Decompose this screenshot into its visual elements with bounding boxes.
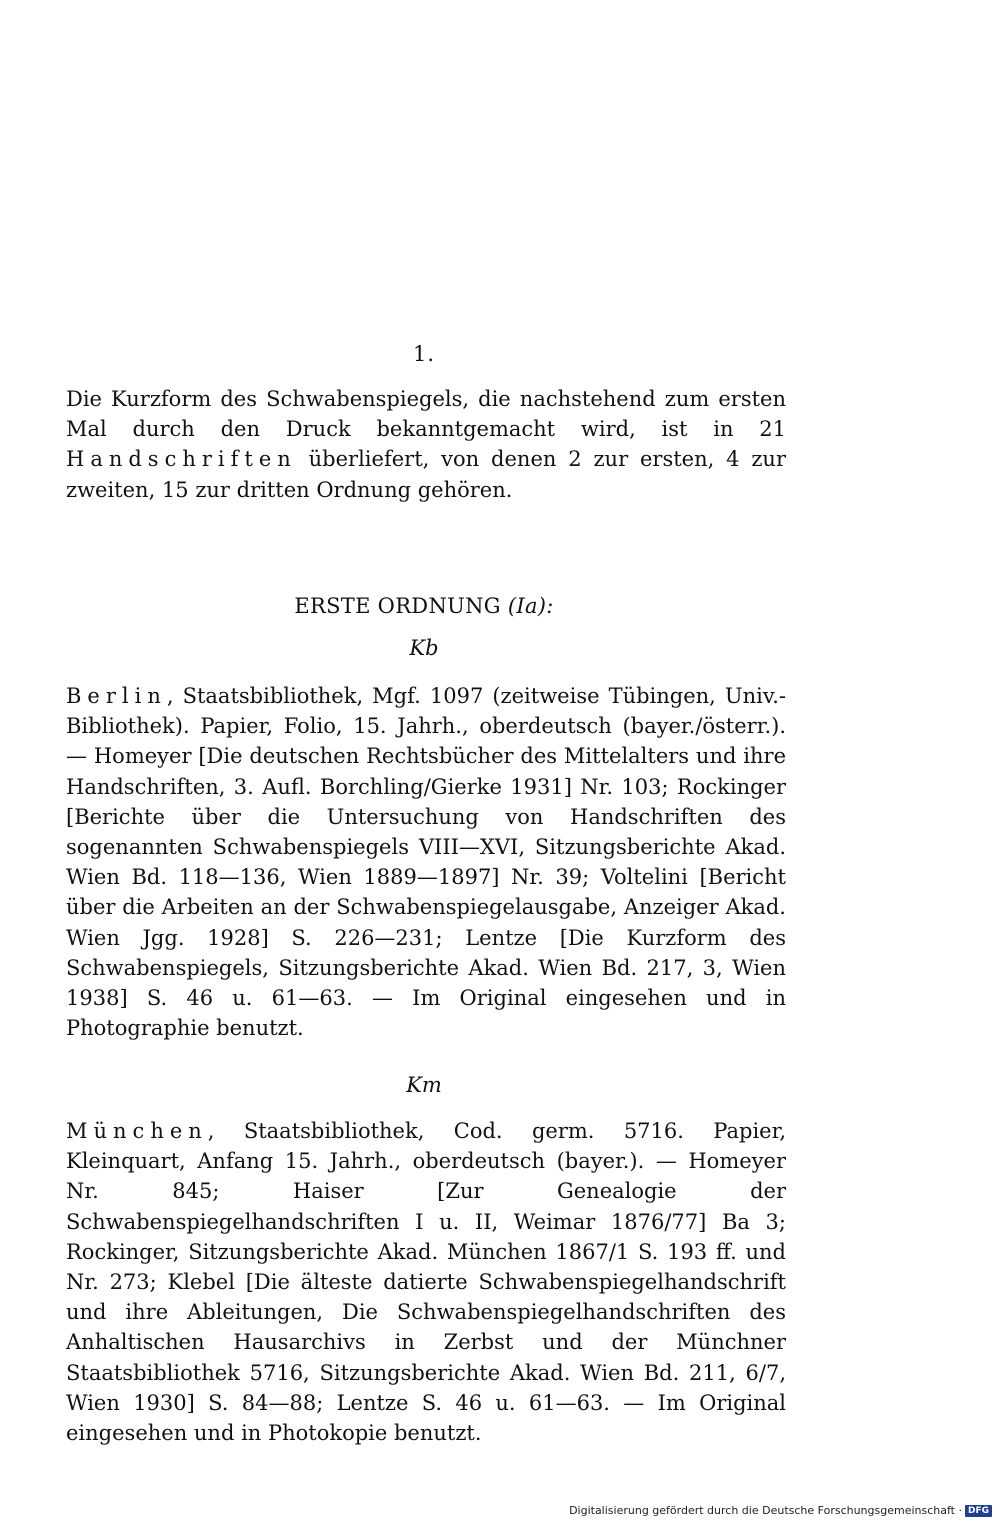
intro-text-2: überliefert, von denen 2 zur ersten, 4 zur zweiten, 15 zur dritten Ordnung gehören. — [66, 447, 786, 502]
intro-spaced-word: Handschriften — [66, 447, 297, 472]
entry-km — [66, 1116, 786, 1448]
digitization-footer — [569, 1504, 992, 1517]
entry-kb-text: , Staatsbibliothek, Mgf. 1097 (zeitweise Tübingen, Univ.-Bibliothek). Papier, Folio, 15. Jahrh., oberdeutsch (bayer./österr.). — Homeyer [Die deutschen Rechtsbücher des Mittelalters und ihre Handschriften, 3. Aufl. Borchling/Gierke 1931] Nr. 103; Rockinger [Berichte über die Untersuchung von Handschriften des sogenannten Schwabenspiegels VIII—XVI, Sitzungsberichte Akad. Wien Bd. 118—136, Wien 1889—1897] Nr. 39; Voltelini [Bericht über die Arbeiten an der Schwabenspiegelausgabe, Anzeiger Akad. Wien Jgg. 1928] S. 226—231; Lentze [Die Kurzform des Schwabenspiegels, Sitzungsberichte Akad. Wien Bd. 217, 3, Wien 1938] S. 46 u. 61—63. — Im Original eingesehen und in Photographie benutzt. — [66, 684, 786, 1041]
intro-paragraph — [66, 384, 786, 505]
heading-italic: (Ia): — [507, 594, 554, 618]
section-number: 1. — [412, 342, 436, 366]
entry-kb — [66, 681, 786, 1043]
siglum-kb: Kb — [409, 636, 439, 660]
entry-km-place: München — [66, 1119, 208, 1143]
footer-text: Digitalisierung gefördert durch die Deutsche Forschungsgemeinschaft · — [569, 1504, 962, 1517]
entry-km-text: , Staatsbibliothek, Cod. germ. 5716. Papier, Kleinquart, Anfang 15. Jahrh., oberdeutsch (bayer.). — Homeyer Nr. 845; Haiser [Zur Genealogie der Schwabenspiegelhandschriften I u. II, Weimar 1876/77] Ba 3; Rockinger, Sitzungsberichte Akad. München 1867/1 S. 193 ff. und Nr. 273; Klebel [Die älteste datierte Schwabenspiegelhandschrift und ihre Ableitungen, Die Schwabenspiegelhandschriften des Anhaltischen Hausarchivs in Zerbst und der Münchner Staatsbibliothek 5716, Sitzungsberichte Akad. Wien Bd. 211, 6/7, Wien 1930] S. 84—88; Lentze S. 46 u. 61—63. — Im Original eingesehen und in Photokopie benutzt. — [66, 1119, 786, 1446]
heading-text: ERSTE ORDNUNG — [294, 594, 508, 618]
entry-kb-place: Berlin — [66, 684, 167, 708]
dfg-logo-icon: DFG — [965, 1505, 992, 1517]
siglum-km: Km — [406, 1073, 442, 1097]
section-heading — [0, 594, 848, 618]
intro-text-1: Die Kurzform des Schwabenspiegels, die nachstehend zum ersten Mal durch den Druck bekanntgemacht wird, ist in 21 — [66, 387, 786, 442]
